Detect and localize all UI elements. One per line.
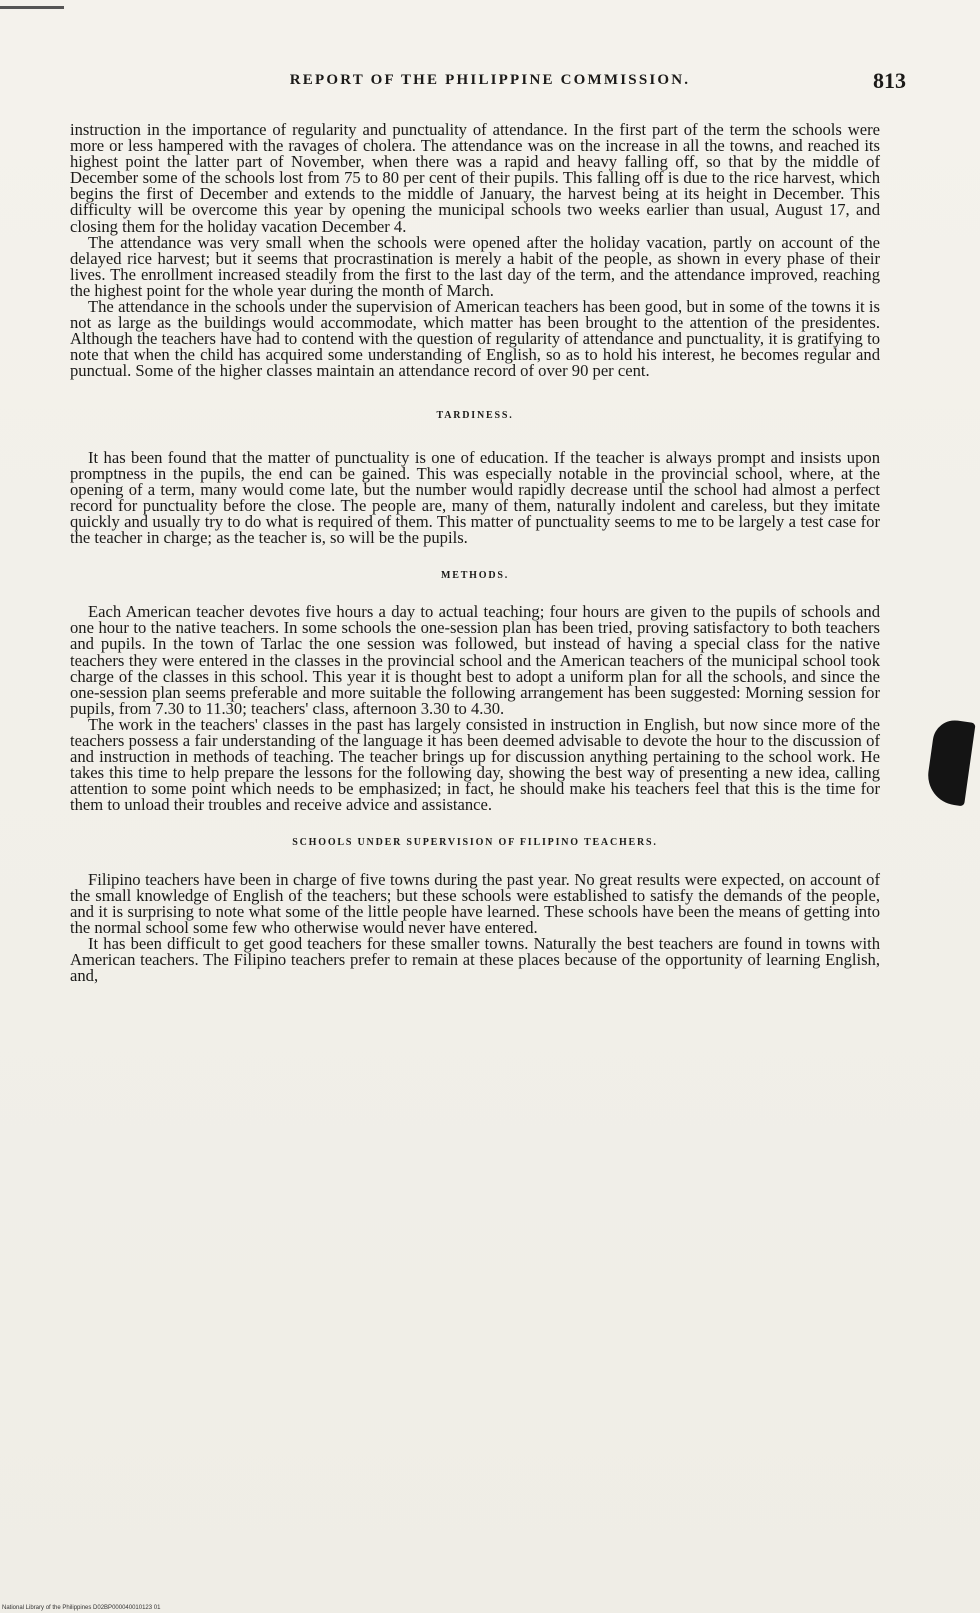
paragraph: The work in the teachers' classes in the past has largely consisted in instruction in English, but now since more of the teachers possess a fair understanding of the language it has been deemed advisable to devote the hour to the discussion of and instruction in methods of teaching. The teacher brings up for discussion anything pertaining to the school work. He takes this time to help prepare the lessons for the following day, showing the best way of presenting a new idea, calling attention to some point which needs to be emphasized; in fact, he should make his teachers feel that this is the time for them to unload their troubles and receive advice and assistance. <box>70 714 880 815</box>
paragraph: The attendance in the schools under the supervision of American teachers has been good, but in some of the towns it is not as large as the buildings would accommodate, which matter has been brought to the attention of the presidentes. Although the teachers have had to contend with the question of regularity of attendance and punctuality, it is gratifying to note that when the child has acquired some understanding of English, so as to hold his interest, he becomes regular and punctual. Some of the higher classes maintain an attendance record of over 90 per cent. <box>70 297 880 381</box>
section-heading-methods: METHODS. <box>440 570 510 582</box>
scan-corner-mark <box>0 6 64 9</box>
scan-credit: National Library of the Philippines D02BP000040010123 01 <box>2 1605 161 1611</box>
paragraph: instruction in the importance of regularity and punctuality of attendance. In the first part of the term the schools were more or less hampered with the ravages of cholera. The attendance was on the increase in all the towns, and reached its highest point the latter part of November, when there was a rapid and heavy falling off, so that by the middle of December some of the schools lost from 75 to 80 per cent of their pupils. This falling off is due to the rice harvest, which begins the first of December and extends to the middle of January, the harvest being at its height in December. This difficulty will be overcome this year by opening the municipal schools two weeks earlier than usual, August 17, and closing them for the holiday vacation December 4. <box>70 120 880 236</box>
paragraph: The attendance was very small when the schools were opened after the holiday vacation, partly on account of the delayed rice harvest; but it seems that procrastination is merely a habit of the people, as shown in every phase of their lives. The enrollment increased steadily from the first to the last day of the term, and the attendance improved, reaching the highest point for the whole year during the month of March. <box>70 232 880 300</box>
paragraph: Each American teacher devotes five hours a day to actual teaching; four hours are given to the pupils of schools and one hour to the native teachers. In some schools the one-session plan has been tried, proving satisfactory to both teachers and pupils. In the town of Tarlac the one session was followed, but instead of having a special class for the native teachers they were entered in the classes in the provincial school and the American teachers of the municipal school took charge of the classes in this school. This year it is thought best to adopt a uniform plan for all the schools, and since the one-session plan seems preferable and more suitable the following arrangement has been suggested: Morning session for pupils, from 7.30 to 11.30; teachers' class, afternoon 3.30 to 4.30. <box>70 602 880 718</box>
section-heading-filipino-teachers: SCHOOLS UNDER SUPERVISION OF FILIPINO TEACHERS. <box>292 837 658 849</box>
paragraph: Filipino teachers have been in charge of five towns during the past year. No great results were expected, on account of the small knowledge of English of the teachers; but these schools were established to satisfy the demands of the people, and it is surprising to note what some of the little people have learned. These schools have been the means of getting into the normal school some few who otherwise would never have entered. <box>70 869 880 937</box>
page-body <box>70 122 880 984</box>
page-edge-tab <box>924 718 975 807</box>
page-number: 813 <box>873 68 906 93</box>
paragraph: It has been difficult to get good teachers for these smaller towns. Naturally the best teachers are found in towns with American teachers. The Filipino teachers prefer to remain at these places because of the opportunity of learning English, and, <box>70 933 880 986</box>
running-head-title: REPORT OF THE PHILIPPINE COMMISSION. <box>289 72 691 88</box>
running-head <box>70 68 910 96</box>
paragraph: It has been found that the matter of punctuality is one of education. If the teacher is always prompt and insists upon promptness in the pupils, the end can be gained. This was especially notable in the provincial school, where, at the opening of a term, many would come late, but the number would rapidly decrease until the school had almost a perfect record for punctuality before the close. The people are, many of them, naturally indolent and careless, but they imitate quickly and usually try to do what is required of them. This matter of punctuality seems to me to be largely a test case for the teacher in charge; as the teacher is, so will be the pupils. <box>70 447 880 548</box>
section-heading-tardiness: TARDINESS. <box>436 409 514 421</box>
